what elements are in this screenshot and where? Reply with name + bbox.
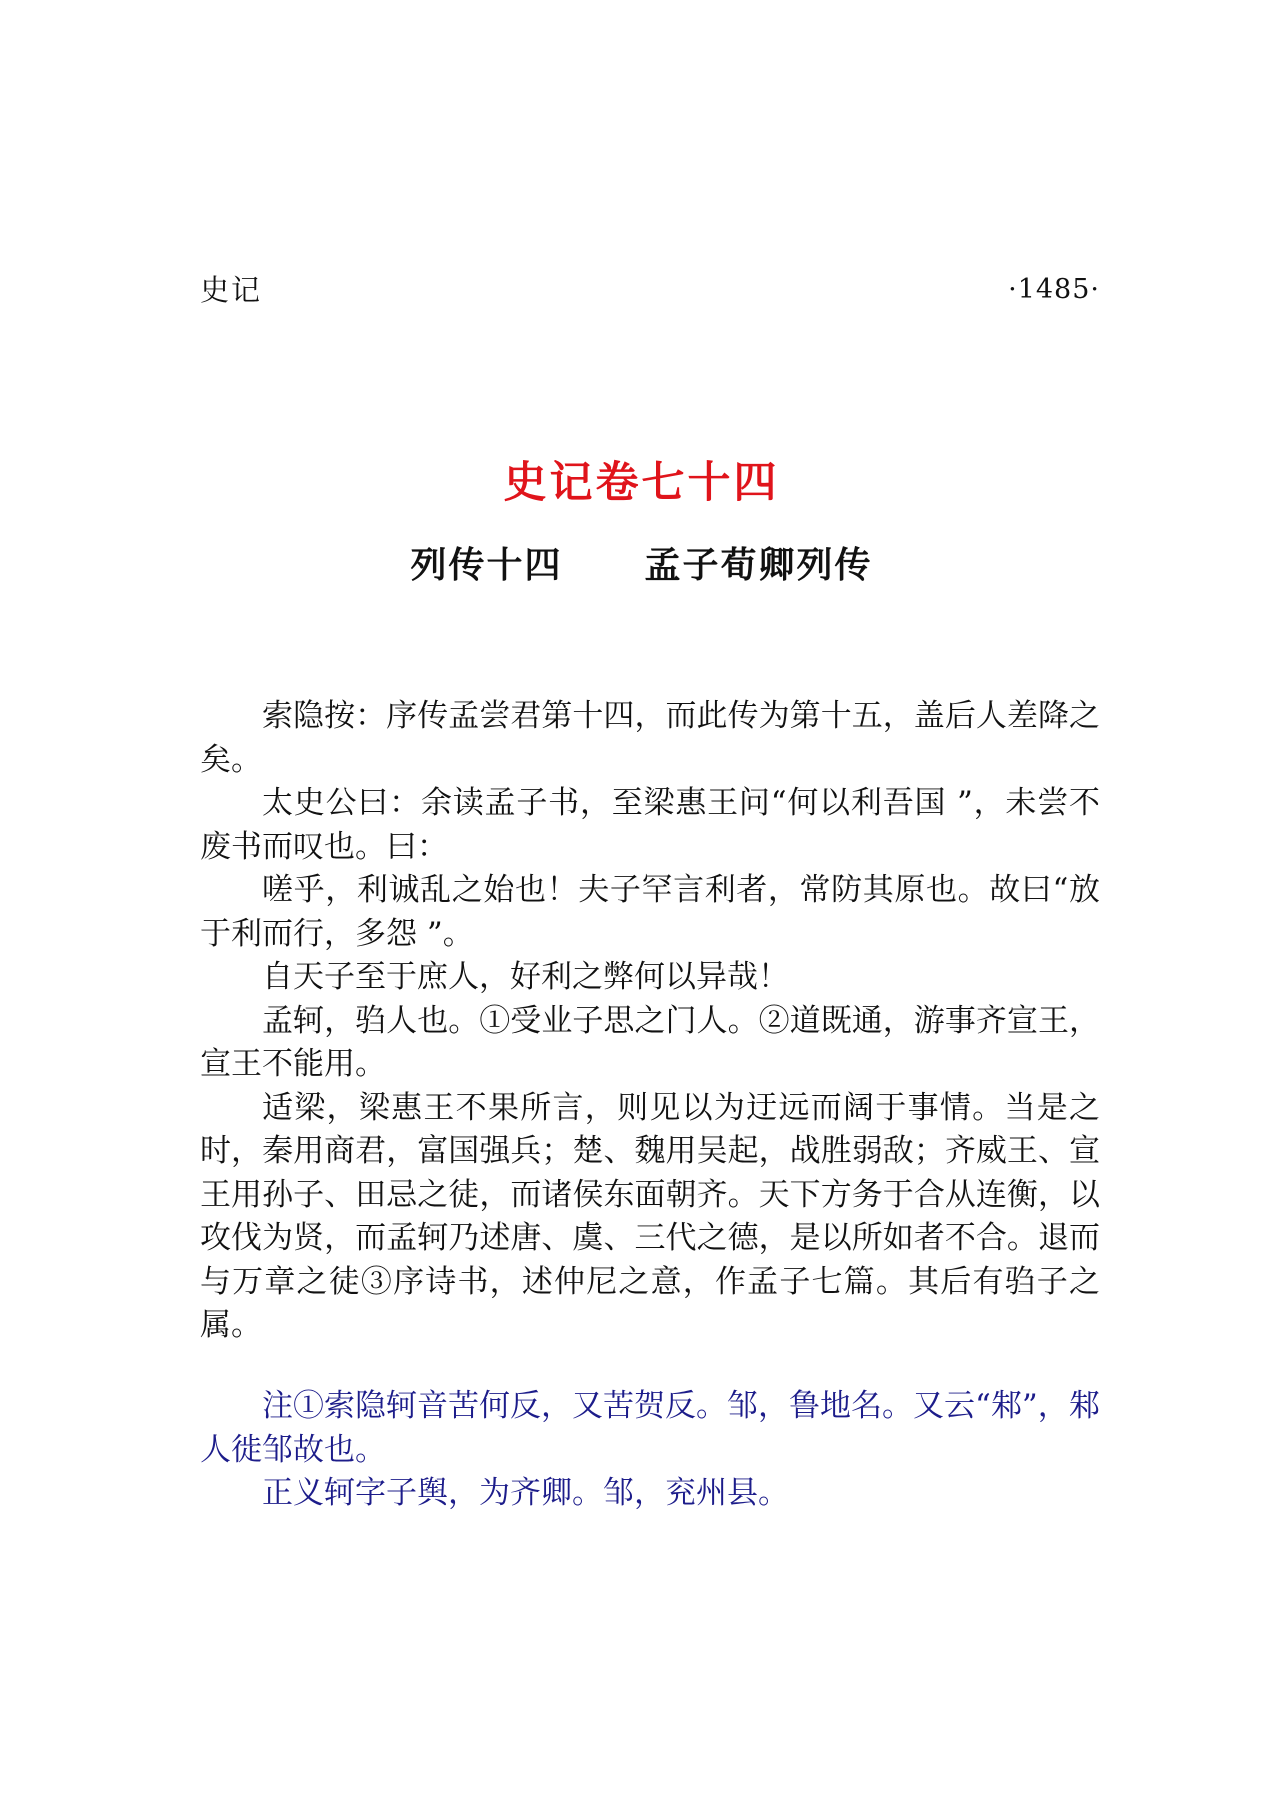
- annotations: [200, 1385, 1120, 1516]
- page-number: ·1485·: [1008, 274, 1100, 305]
- running-title: 史记: [200, 273, 263, 307]
- paragraph: 适梁，梁惠王不果所言，则见以为迂远而阔于事情。当是之时，秦用商君，富国强兵；楚、魏用吴起，战胜弱敌；齐威王、宣王用孙子、田忌之徒，而诸侯东面朝齐。天下方务于合从连衡，以攻伐为贤，而孟轲乃述唐、虞、三代之德，是以所如者不合。退而与万章之徒③序诗书，述仲尼之意，作孟子七篇。其后有驺子之属。: [200, 1089, 1100, 1343]
- section-title-part2: 孟子荀卿列传: [644, 545, 873, 586]
- body-text: [200, 695, 1100, 1348]
- page-header: [200, 270, 1100, 310]
- section-title-part1: 列传十四: [410, 545, 563, 586]
- paragraph: 嗟乎，利诚乱之始也！夫子罕言利者，常防其原也。故曰“放于利而行，多怨 ”。: [200, 872, 1100, 952]
- section-title: [0, 540, 1283, 592]
- paragraph: 太史公曰：余读孟子书，至梁惠王问“何以利吾国 ”，未尝不废书而叹也。曰：: [200, 785, 1100, 865]
- paragraph: 自天子至于庶人，好利之弊何以异哉！: [262, 959, 789, 995]
- paragraph: 索隐按：序传孟尝君第十四，而此传为第十五，盖后人差降之矣。: [200, 698, 1100, 778]
- paragraph: 孟轲，驺人也。①受业子思之门人。②道既通，游事齐宣王，宣王不能用。: [200, 1002, 1100, 1082]
- chapter-title: 史记卷七十四: [503, 458, 780, 508]
- annotation-note: 正义轲字子舆，为齐卿。邹，兖州县。: [262, 1475, 789, 1511]
- annotation-note: 注①索隐轲音苦何反，又苦贺反。邹，鲁地名。又云“邾”，邾人徙邹故也。: [200, 1388, 1100, 1468]
